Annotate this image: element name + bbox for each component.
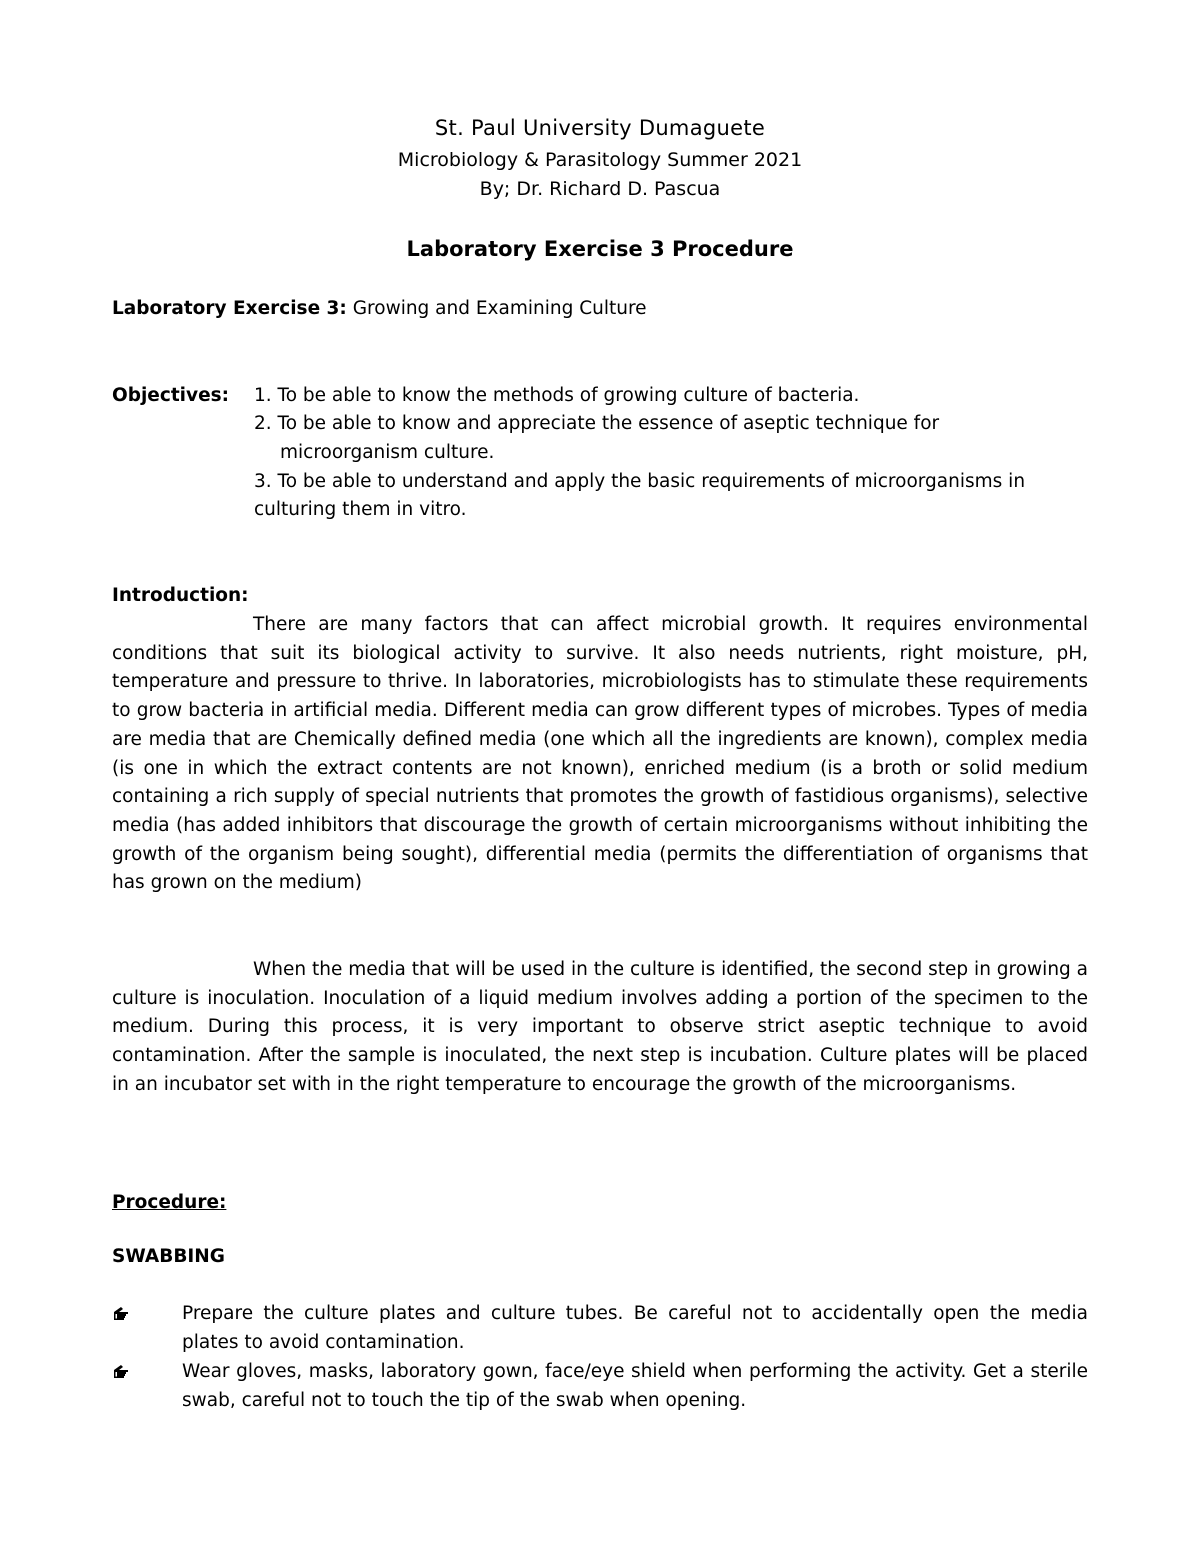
- procedure-step-text: Wear gloves, masks, laboratory gown, face/eye shield when performing the activity. Get a sterile swab, careful not to touch the tip of the swab when opening.: [182, 1361, 1088, 1411]
- document-title: Laboratory Exercise 3 Procedure: [406, 237, 794, 261]
- exercise-name: Growing and Examining Culture: [346, 298, 647, 319]
- exercise-label: Laboratory Exercise 3:: [112, 298, 347, 319]
- objective-line: 1. To be able to know the methods of growing culture of bacteria.: [254, 385, 860, 406]
- objectives-label: Objectives:: [112, 385, 230, 406]
- inoculation-paragraph: When the media that will be used in the culture is identified, the second step in growing a culture is inoculation. Inoculation of a liquid medium involves adding a portion of the specimen to the medium. During this process, it is very important to observe strict aseptic technique to avoid contamination. After the sample is inoculated, the next step is incubation. Culture plates will be placed in an incubator set with in the right temperature to encourage the growth of the microorganisms.: [112, 959, 1089, 1095]
- course-line: Microbiology & Parasitology Summer 2021: [397, 149, 803, 171]
- procedure-heading: Procedure:: [112, 1192, 227, 1213]
- introduction-label: Introduction:: [112, 585, 249, 606]
- hand-pointer-icon: [112, 1363, 130, 1381]
- objective-line: 2. To be able to know and appreciate the essence of aseptic technique for: [254, 413, 940, 434]
- procedure-step: [112, 1300, 1088, 1357]
- university-name: St. Paul University Dumaguete: [434, 116, 766, 140]
- procedure-step: [112, 1358, 1088, 1415]
- swabbing-heading: SWABBING: [112, 1246, 225, 1267]
- introduction-paragraph: There are many factors that can affect microbial growth. It requires environmental conditions that suit its biological activity to survive. It also needs nutrients, right moisture, pH, temperature and pressure to thrive. In laboratories, microbiologists has to stimulate these requirements to grow bacteria in artificial media. Different media can grow different types of microbes. Types of media are media that are Chemically defined media (one which all the ingredients are known), complex media (is one in which the extract contents are not known), enriched medium (is a broth or solid medium containing a rich supply of special nutrients that promotes the growth of fastidious organisms), selective media (has added inhibitors that discourage the growth of certain microorganisms without inhibiting the growth of the organism being sought), differential media (permits the differentiation of organisms that has grown on the medium): [112, 614, 1088, 894]
- objective-line: 3. To be able to understand and apply the basic requirements of microorganisms in: [254, 471, 1026, 492]
- exercise-line: [112, 296, 647, 322]
- hand-pointer-icon: [112, 1305, 130, 1323]
- objective-line: culturing them in vitro.: [254, 499, 467, 520]
- author-line: By; Dr. Richard D. Pascua: [479, 178, 721, 200]
- objective-line: microorganism culture.: [280, 442, 495, 463]
- procedure-step-text: Prepare the culture plates and culture tubes. Be careful not to accidentally open the media plates to avoid contamination.: [182, 1303, 1088, 1353]
